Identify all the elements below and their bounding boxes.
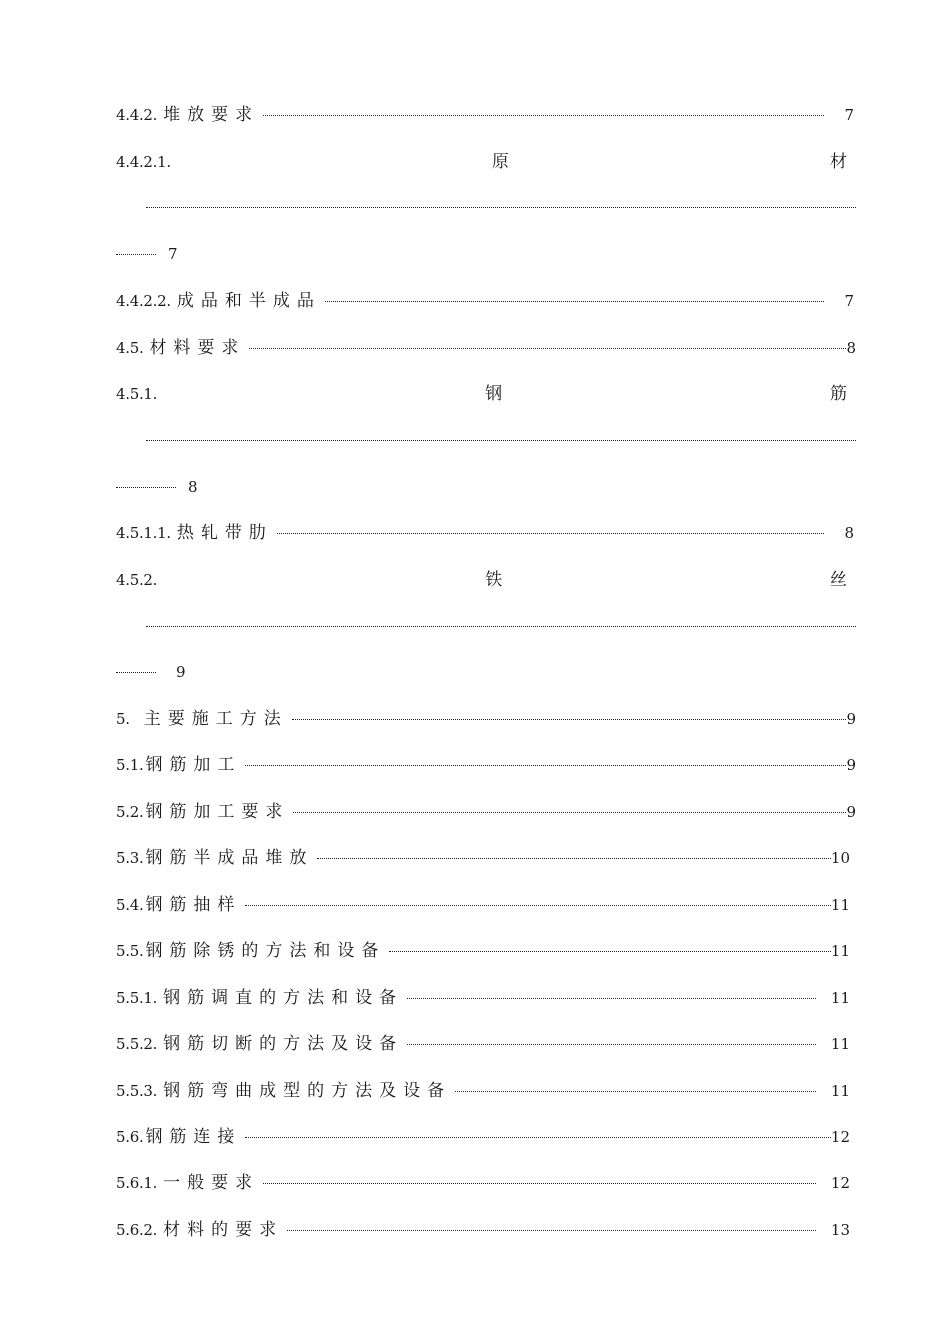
dot-leader xyxy=(407,998,816,999)
dot-leader xyxy=(146,626,856,627)
entry-title-part: 丝 xyxy=(829,570,847,590)
entry-page: 9 xyxy=(846,710,856,728)
entry-title: 成品和半成品 xyxy=(176,291,321,311)
entry-number: 4.5. xyxy=(116,339,144,357)
entry-number: 5.6. xyxy=(116,1128,144,1146)
entry-page: 9 xyxy=(846,803,856,821)
entry-title: 钢筋连接 xyxy=(145,1127,242,1147)
entry-title: 热轧带肋 xyxy=(176,523,273,543)
dot-leader xyxy=(245,1137,830,1138)
toc-entry[interactable] xyxy=(116,707,856,731)
entry-number: 5. xyxy=(116,710,130,728)
entry-title: 钢筋半成品堆放 xyxy=(145,848,314,868)
toc-entry-spread[interactable] xyxy=(116,150,847,174)
dot-leader xyxy=(263,115,824,116)
entry-title: 钢筋调直的方法和设备 xyxy=(163,988,404,1008)
entry-title-part: 钢 xyxy=(485,384,503,404)
entry-page: 11 xyxy=(830,942,850,960)
entry-page: 7 xyxy=(168,245,178,263)
entry-title: 钢筋加工要求 xyxy=(145,802,290,822)
entry-title-part: 筋 xyxy=(829,384,847,404)
toc-entry[interactable] xyxy=(116,753,856,777)
entry-number: 4.5.1.1. xyxy=(116,524,171,542)
entry-page: 9 xyxy=(846,756,856,774)
entry-number: 5.1. xyxy=(116,756,144,774)
entry-number: 5.5.2. xyxy=(116,1035,158,1053)
entry-number: 5.5. xyxy=(116,942,144,960)
entry-page: 11 xyxy=(830,1035,850,1053)
entry-number: 4.4.2. xyxy=(116,106,158,124)
entry-title: 钢筋抽样 xyxy=(145,895,242,915)
entry-page: 7 xyxy=(844,106,854,124)
toc-entry[interactable] xyxy=(116,986,850,1010)
entry-number: 5.4. xyxy=(116,896,144,914)
toc-entry[interactable] xyxy=(116,1125,850,1149)
dot-leader xyxy=(146,207,856,208)
entry-page: 13 xyxy=(830,1221,850,1239)
entry-title-part: 材 xyxy=(829,152,847,172)
dot-leader xyxy=(325,301,824,302)
dot-leader xyxy=(245,765,846,766)
entry-number: 5.5.1. xyxy=(116,989,158,1007)
toc-entry-tail xyxy=(116,475,198,499)
entry-title-part: 原 xyxy=(491,152,509,172)
toc-entry[interactable] xyxy=(116,939,850,963)
entry-title: 材料要求 xyxy=(149,338,246,358)
entry-page: 8 xyxy=(846,339,856,357)
dot-leader xyxy=(116,487,176,488)
entry-page: 11 xyxy=(830,989,850,1007)
toc-entry-tail xyxy=(116,660,186,684)
dot-leader xyxy=(146,440,856,441)
dot-leader xyxy=(263,1183,816,1184)
toc-entry[interactable] xyxy=(116,1032,850,1056)
entry-number: 5.3. xyxy=(116,849,144,867)
entry-page: 8 xyxy=(188,478,198,496)
toc-entry[interactable] xyxy=(116,289,854,313)
dot-leader xyxy=(293,812,846,813)
entry-number: 5.2. xyxy=(116,803,144,821)
dot-leader xyxy=(287,1230,816,1231)
toc-entry-spread[interactable] xyxy=(116,382,847,406)
entry-page: 9 xyxy=(176,663,186,681)
entry-page: 12 xyxy=(830,1174,850,1192)
dot-leader xyxy=(245,905,830,906)
entry-page: 10 xyxy=(830,849,850,867)
toc-entry[interactable] xyxy=(116,1218,850,1242)
toc-entry[interactable] xyxy=(116,800,856,824)
entry-number: 5.6.1. xyxy=(116,1174,158,1192)
entry-title: 一般要求 xyxy=(163,1173,260,1193)
dot-leader xyxy=(116,672,156,673)
dot-leader xyxy=(116,254,156,255)
entry-page: 12 xyxy=(830,1128,850,1146)
toc-entry[interactable] xyxy=(116,1171,850,1195)
dot-leader xyxy=(292,719,847,720)
toc-entry[interactable] xyxy=(116,893,850,917)
entry-number: 4.5.1. xyxy=(116,385,158,403)
entry-title: 主要施工方法 xyxy=(143,709,288,729)
entry-page: 7 xyxy=(844,292,854,310)
entry-title-part: 铁 xyxy=(485,570,503,590)
toc-entry-spread[interactable] xyxy=(116,568,847,592)
entry-page: 11 xyxy=(830,896,850,914)
toc-entry[interactable] xyxy=(116,336,856,360)
entry-page: 8 xyxy=(844,524,854,542)
dot-leader xyxy=(455,1091,816,1092)
toc-entry[interactable] xyxy=(116,1079,850,1103)
entry-title: 钢筋弯曲成型的方法及设备 xyxy=(163,1081,452,1101)
entry-number: 4.4.2.2. xyxy=(116,292,171,310)
dot-leader xyxy=(277,533,824,534)
entry-title: 材料的要求 xyxy=(163,1220,284,1240)
entry-title: 钢筋切断的方法及设备 xyxy=(163,1034,404,1054)
dot-leader xyxy=(317,858,830,859)
entry-number: 5.6.2. xyxy=(116,1221,158,1239)
toc-entry[interactable] xyxy=(116,521,854,545)
dot-leader xyxy=(407,1044,816,1045)
entry-title: 钢筋除锈的方法和设备 xyxy=(145,941,386,961)
entry-number: 4.5.2. xyxy=(116,571,158,589)
dot-leader xyxy=(389,951,830,952)
entry-number: 5.5.3. xyxy=(116,1082,158,1100)
entry-page: 11 xyxy=(830,1082,850,1100)
toc-entry[interactable] xyxy=(116,846,850,870)
entry-title: 钢筋加工 xyxy=(145,755,242,775)
entry-number: 4.4.2.1. xyxy=(116,153,171,171)
dot-leader xyxy=(249,348,846,349)
toc-entry[interactable] xyxy=(116,103,854,127)
entry-title: 堆放要求 xyxy=(163,105,260,125)
toc-entry-tail xyxy=(116,242,178,266)
